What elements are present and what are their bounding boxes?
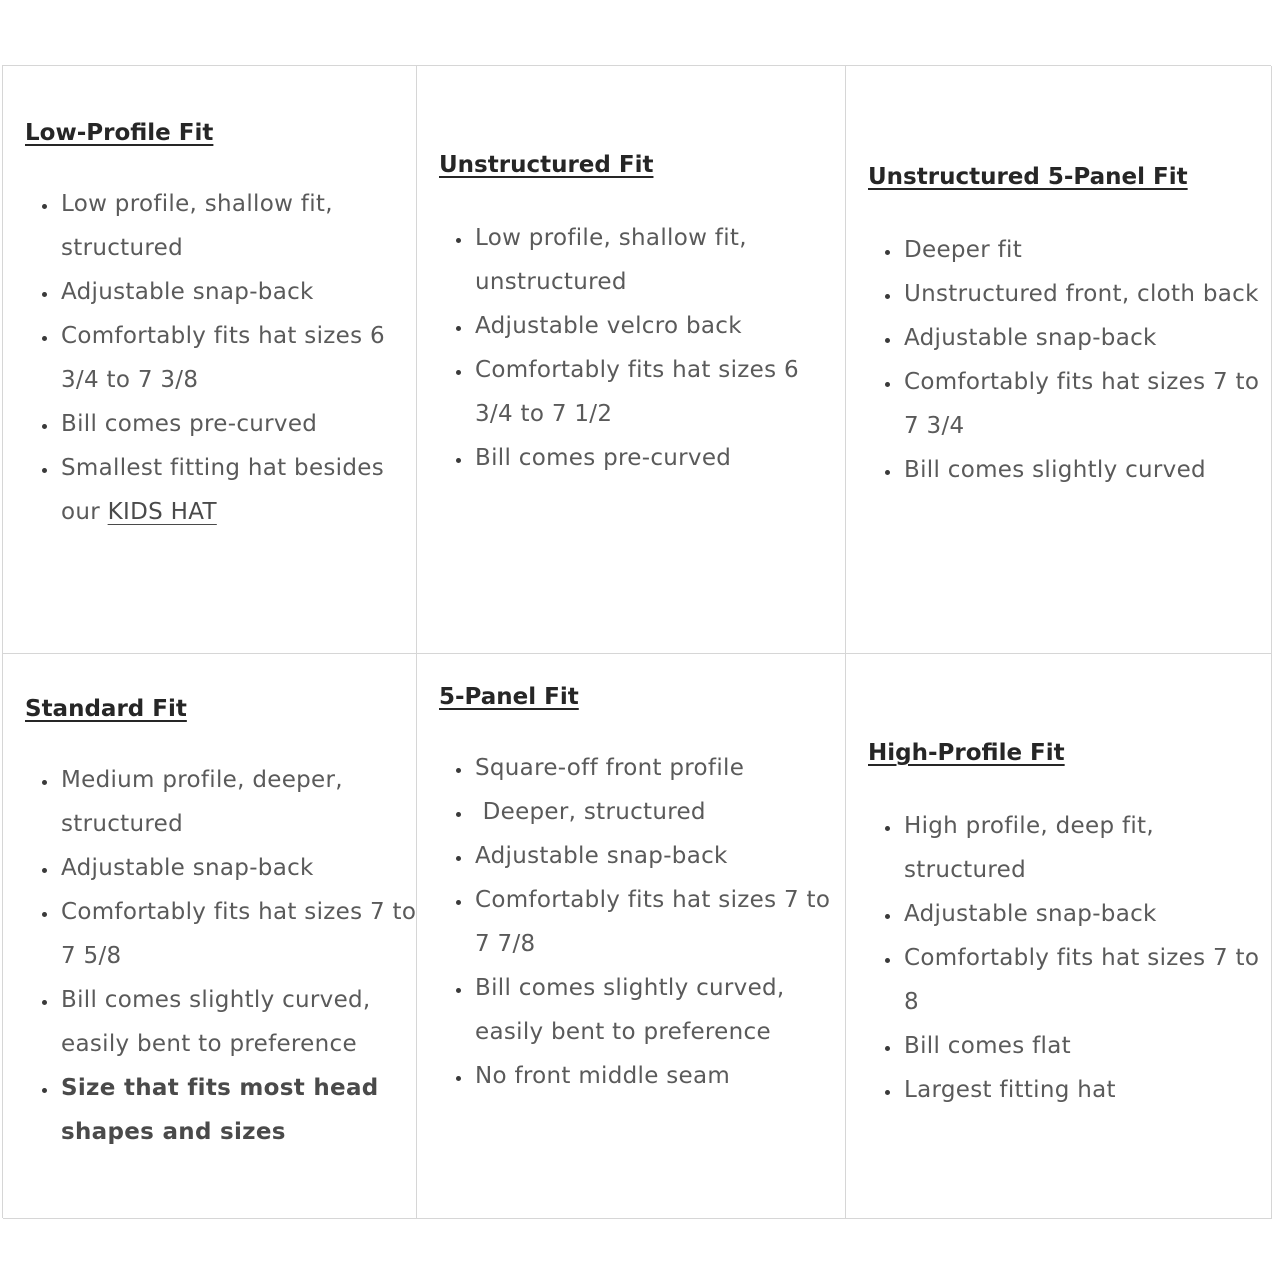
list-item: • Comfortably fits hat sizes 7 to 7 7/8 <box>473 878 833 966</box>
cell-unstructured-fit <box>417 66 846 654</box>
fit-list <box>25 182 419 534</box>
list-item: • Bill comes pre-curved <box>473 436 833 480</box>
cell-title: High-Profile Fit <box>868 740 1065 766</box>
list-item: • Comfortably fits hat sizes 6 3/4 to 7 3/8 <box>59 314 419 402</box>
list-item: • Deeper, structured <box>473 790 833 834</box>
list-item: • Adjustable snap-back <box>59 846 419 890</box>
fit-list <box>439 746 833 1098</box>
list-item: • Bill comes slightly curved <box>902 448 1262 492</box>
list-item: • Adjustable velcro back <box>473 304 833 348</box>
list-item: • Low profile, shallow fit, unstructured <box>473 216 833 304</box>
list-item: • Largest fitting hat <box>902 1068 1262 1112</box>
list-item: • Bill comes slightly curved, easily bent to preference <box>59 978 419 1066</box>
list-item: • Comfortably fits hat sizes 7 to 7 5/8 <box>59 890 419 978</box>
list-item: • No front middle seam <box>473 1054 833 1098</box>
list-item: • Adjustable snap-back <box>902 316 1262 360</box>
cell-low-profile-fit <box>3 66 417 654</box>
cell-title: 5-Panel Fit <box>439 684 579 710</box>
list-item: • Low profile, shallow fit, structured <box>59 182 419 270</box>
list-item: • Comfortably fits hat sizes 7 to 8 <box>902 936 1262 1024</box>
fit-list <box>25 758 419 1154</box>
cell-5-panel-fit <box>417 654 846 1219</box>
cell-title: Unstructured Fit <box>439 152 654 178</box>
fit-list <box>868 228 1262 492</box>
list-item: • Unstructured front, cloth back <box>902 272 1262 316</box>
kids-hat-link[interactable]: KIDS HAT <box>107 499 217 525</box>
list-item: • Medium profile, deeper, structured <box>59 758 419 846</box>
cell-title: Standard Fit <box>25 696 187 722</box>
cell-unstructured-5-panel-fit <box>846 66 1272 654</box>
list-item: • Adjustable snap-back <box>473 834 833 878</box>
cell-title: Unstructured 5-Panel Fit <box>868 164 1188 190</box>
list-item-text: Smallest fitting hat besides our <box>61 455 384 525</box>
list-item: • High profile, deep fit, structured <box>902 804 1262 892</box>
cell-high-profile-fit <box>846 654 1272 1219</box>
list-item: • Bill comes pre-curved <box>59 402 419 446</box>
list-item: • Comfortably fits hat sizes 7 to 7 3/4 <box>902 360 1262 448</box>
list-item: • Comfortably fits hat sizes 6 3/4 to 7 1/2 <box>473 348 833 436</box>
list-item: • Square-off front profile <box>473 746 833 790</box>
list-item: • Adjustable snap-back <box>902 892 1262 936</box>
fit-list <box>868 804 1262 1112</box>
fit-list <box>439 216 833 480</box>
list-item: • Size that fits most head shapes and sizes <box>59 1066 419 1154</box>
list-item: • Adjustable snap-back <box>59 270 419 314</box>
cell-standard-fit <box>3 654 417 1219</box>
list-item: • Deeper fit <box>902 228 1262 272</box>
hat-fit-table <box>2 65 1271 1218</box>
list-item: • Bill comes flat <box>902 1024 1262 1068</box>
list-item <box>59 446 419 534</box>
cell-title: Low-Profile Fit <box>25 120 214 146</box>
list-item: • Bill comes slightly curved, easily bent to preference <box>473 966 833 1054</box>
